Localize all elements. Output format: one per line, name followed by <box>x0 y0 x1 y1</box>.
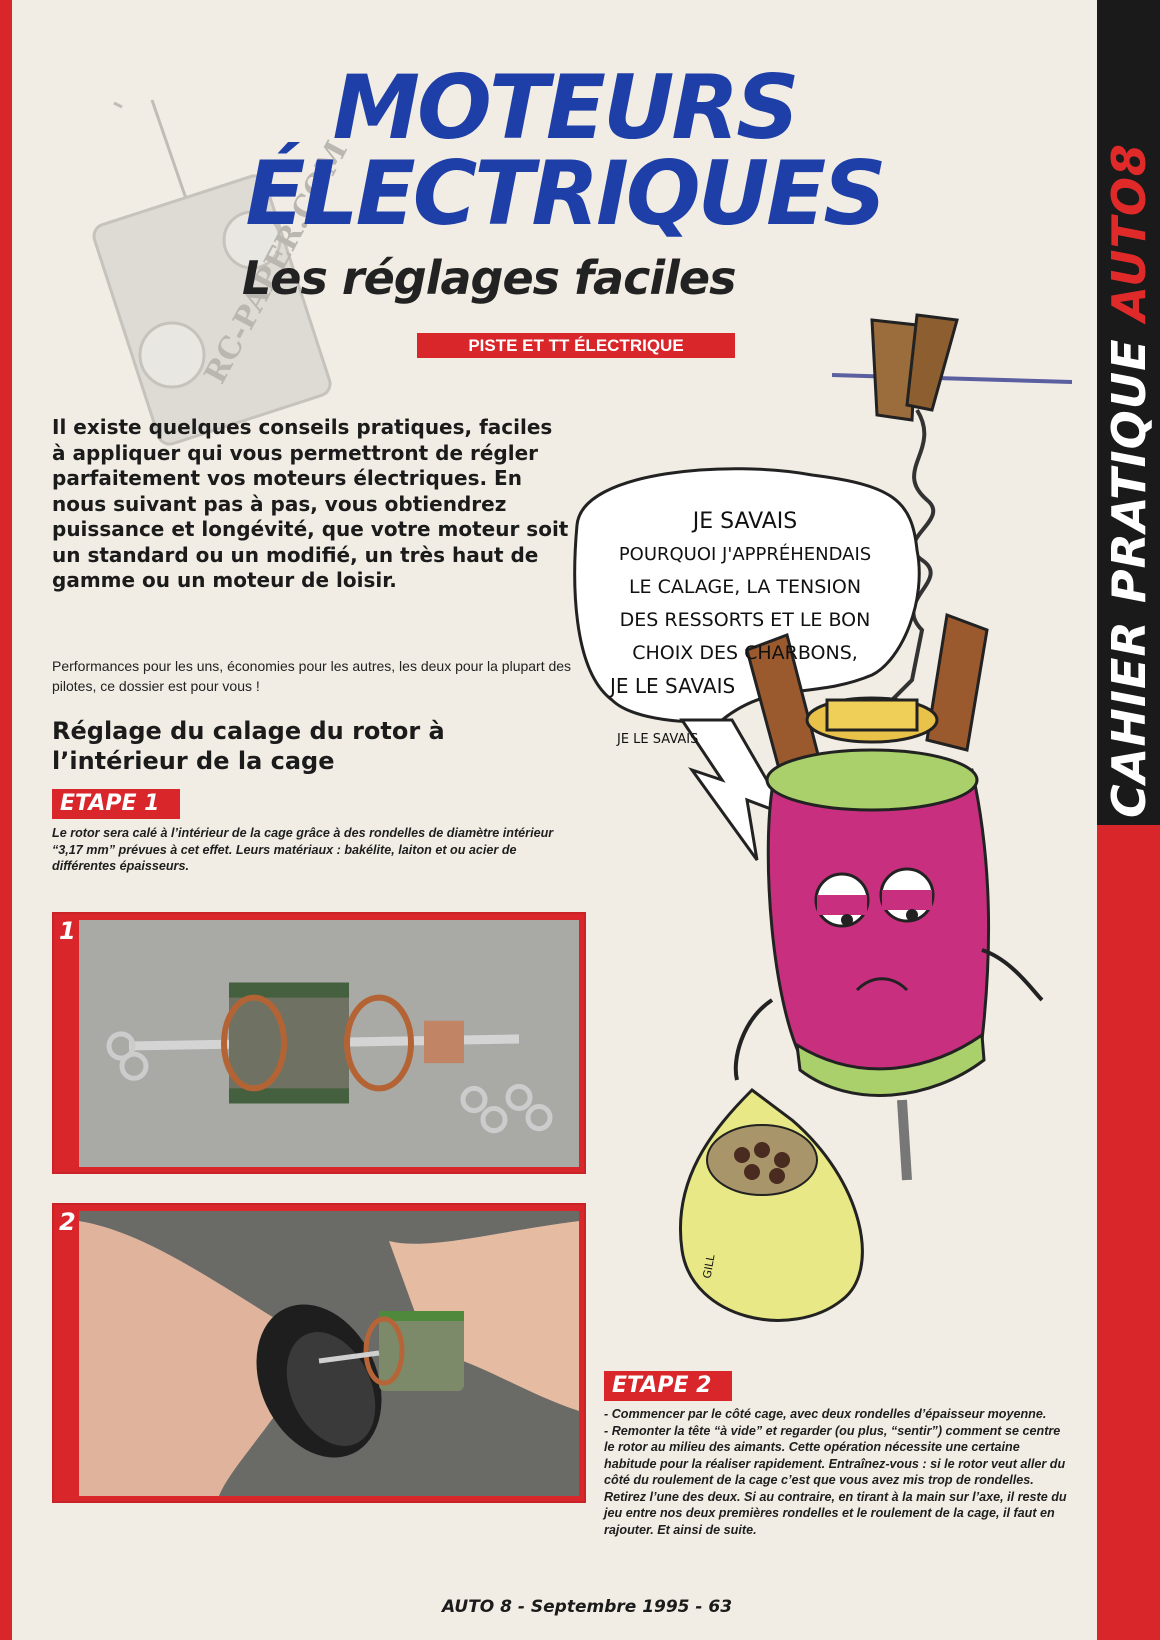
watermark-text: RC-PAPER.COM <box>197 135 356 390</box>
intro-paragraph: Il existe quelques conseils pratiques, faciles à appliquer qui vous permettront de régler parfaitement vos moteurs électriques. En nous suivant pas à pas, vous obtiendrez puissance et longévité, que votre moteur soit un standard ou un modifié, un très haut de gamme ou un moteur de loisir. <box>52 415 569 592</box>
title-line-2: ÉLECTRIQUES <box>245 142 884 245</box>
speech-line: DES RESSORTS ET LE BON <box>619 609 871 631</box>
cartoon-signature: GILL <box>700 1253 718 1280</box>
speech-line: CHOIX DES CHARBONS, <box>632 642 858 664</box>
photo-number: 1 <box>59 917 76 945</box>
step-2-line: - Commencer par le côté cage, avec deux rondelles d’épaisseur moyenne. <box>604 1407 1047 1421</box>
magazine-page <box>12 0 1097 1640</box>
subtitle: Les réglages faciles <box>242 251 736 305</box>
side-tab-text <box>1101 8 1157 818</box>
step-2-text <box>604 1406 1074 1538</box>
side-tab-brand: AUTO8 <box>1102 143 1156 322</box>
step-1-text: Le rotor sera calé à l’intérieur de la cage grâce à des rondelles de diamètre intérieur “3,17 mm” prévues à cet effet. Leurs matériaux : bakélite, laiton et ou acier de différentes épaisseurs. <box>52 826 554 873</box>
speech-line: JE SAVAIS <box>692 509 798 534</box>
speech-line: JE LE SAVAIS <box>610 674 736 698</box>
speech-bubble-small: JE LE SAVAIS <box>617 732 699 747</box>
photo-number: 2 <box>59 1208 76 1236</box>
speech-line: LE CALAGE, LA TENSION <box>628 576 862 598</box>
photo-rotor-washers <box>52 912 586 1174</box>
step-2-line: - Remonter la tête “à vide” et regarder (ou plus, “sentir”) comment se centre le rotor au milieu des aimants. Cette opération nécessite une certaine habitude pour la réaliser rapidement. Entraînez-vous : si le rotor veut aller du côté du roulement de la cage c’est que vous avez mis trop de rondelles. Retirez l’une des deux. Si au contraire, en tirant à la main sur l’axe, il reste du jeu entre nos deux premières rondelles et le roulement de la cage, il faut en rajouter. Et ainsi de suite. <box>604 1423 1067 1537</box>
side-section-tab <box>1097 0 1160 1640</box>
photo-rotor-insertion <box>52 1203 586 1503</box>
category-banner: PISTE ET TT ÉLECTRIQUE <box>417 333 735 358</box>
title-line-1: MOTEURS <box>332 56 797 159</box>
body-paragraph: Performances pour les uns, économies pour les autres, les deux pour la plupart des pilotes, ce dossier est pour vous ! <box>52 658 572 694</box>
side-tab-section: CAHIER PRATIQUE <box>1102 338 1156 818</box>
step-1-label: ETAPE 1 <box>52 789 180 819</box>
speech-bubble-text <box>580 505 910 703</box>
section-heading: Réglage du calage du rotor à l’intérieur de la cage <box>52 717 445 775</box>
speech-line: POURQUOI J'APPRÉHENDAIS <box>618 544 872 565</box>
page-footer: AUTO 8 - Septembre 1995 - 63 <box>442 1597 733 1617</box>
step-2-label: ETAPE 2 <box>604 1371 732 1401</box>
cartoon-illustration <box>572 300 1092 1360</box>
